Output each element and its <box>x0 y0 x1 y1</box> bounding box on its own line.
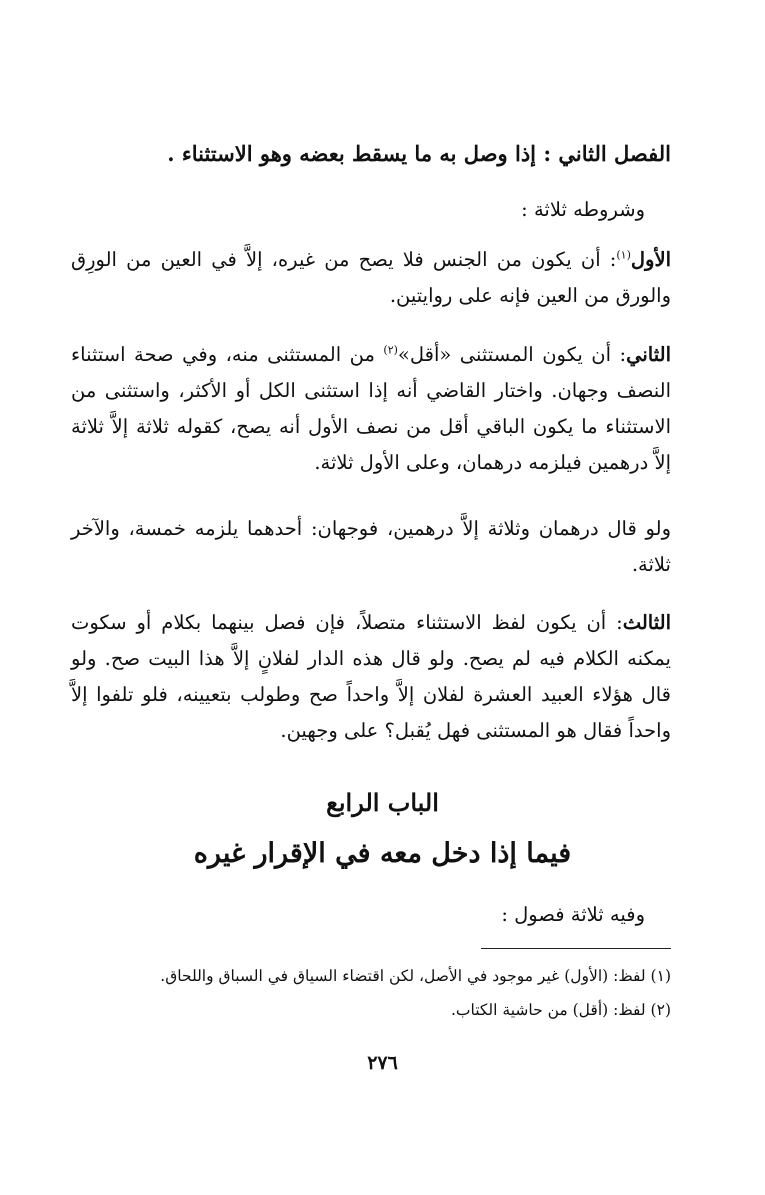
condition-third <box>71 605 671 749</box>
footnote-2-marker: (٢) <box>650 1001 671 1019</box>
condition-first-lead: الأول <box>630 248 671 271</box>
condition-second <box>71 337 671 481</box>
chapter-title-heading: فيما إذا دخل معه في الإقرار غيره <box>193 838 572 869</box>
section-title: الفصل الثاني : إذا وصل به ما يسقط بعضه وهو الاستثناء . <box>167 141 671 166</box>
footnote-ref-1: (١) <box>616 248 631 262</box>
condition-first <box>71 242 671 314</box>
page-number: ٢٧٦ <box>367 1052 398 1074</box>
condition-third-text: : أن يكون لفظ الاستثناء متصلاً، فإن فصل بينهما بكلام أو سكوت يمكنه الكلام فيه لم يصح. ولو قال هذه الدار لفلانٍ إلاَّ هذا البيت صح. ولو قال هؤلاء العبيد العشرة لفلان إلاَّ واحداً صح وطولب بتعيينه، فلو تلفوا إلاَّ واحداً فقال هو المستثنى فهل يُقبل؟ على وجهين. <box>71 611 671 742</box>
footnote-1-marker: (١) <box>650 967 671 985</box>
condition-third-lead: الثالث <box>622 611 671 634</box>
condition-second-text-after: من المستثنى منه، وفي صحة استثناء النصف وجهان. واختار القاضي أنه إذا استثنى الكل أو الأكثر، واستثنى من الاستثناء ما يكون الباقي أقل من نصف الأول أنه يصح، كقوله ثلاثة إلاَّ ثلاثة إلاَّ درهمين فيلزمه درهمان، وعلى الأول ثلاثة. <box>71 343 671 474</box>
condition-second-text-before: : أن يكون المستثنى «أقل» <box>397 343 627 366</box>
footnote-divider <box>481 948 671 949</box>
footnote-1-text: لفظ: (الأول) غير موجود في الأصل، لكن اقتضاء السياق في السباق واللحاق. <box>160 967 646 985</box>
footnote-1 <box>71 962 671 990</box>
footnote-ref-2: (٢) <box>383 343 398 357</box>
conditions-intro: وشروطه ثلاثة : <box>521 198 645 221</box>
condition-second-lead: الثاني <box>626 343 671 366</box>
footnote-2-text: لفظ: (أقل) من حاشية الكتاب. <box>450 1001 646 1019</box>
condition-first-text: : أن يكون من الجنس فلا يصح من غيره، إلاَّ في العين من الورِق والورق من العين فإنه على روايتين. <box>71 248 671 307</box>
chapter-number-heading: الباب الرابع <box>326 788 439 817</box>
paragraph-if-said: ولو قال درهمان وثلاثة إلاَّ درهمين، فوجهان: أحدهما يلزمه خمسة، والآخر ثلاثة. <box>71 517 671 576</box>
chapter-contents-intro: وفيه ثلاثة فصول : <box>501 903 645 926</box>
footnote-2 <box>71 996 671 1024</box>
